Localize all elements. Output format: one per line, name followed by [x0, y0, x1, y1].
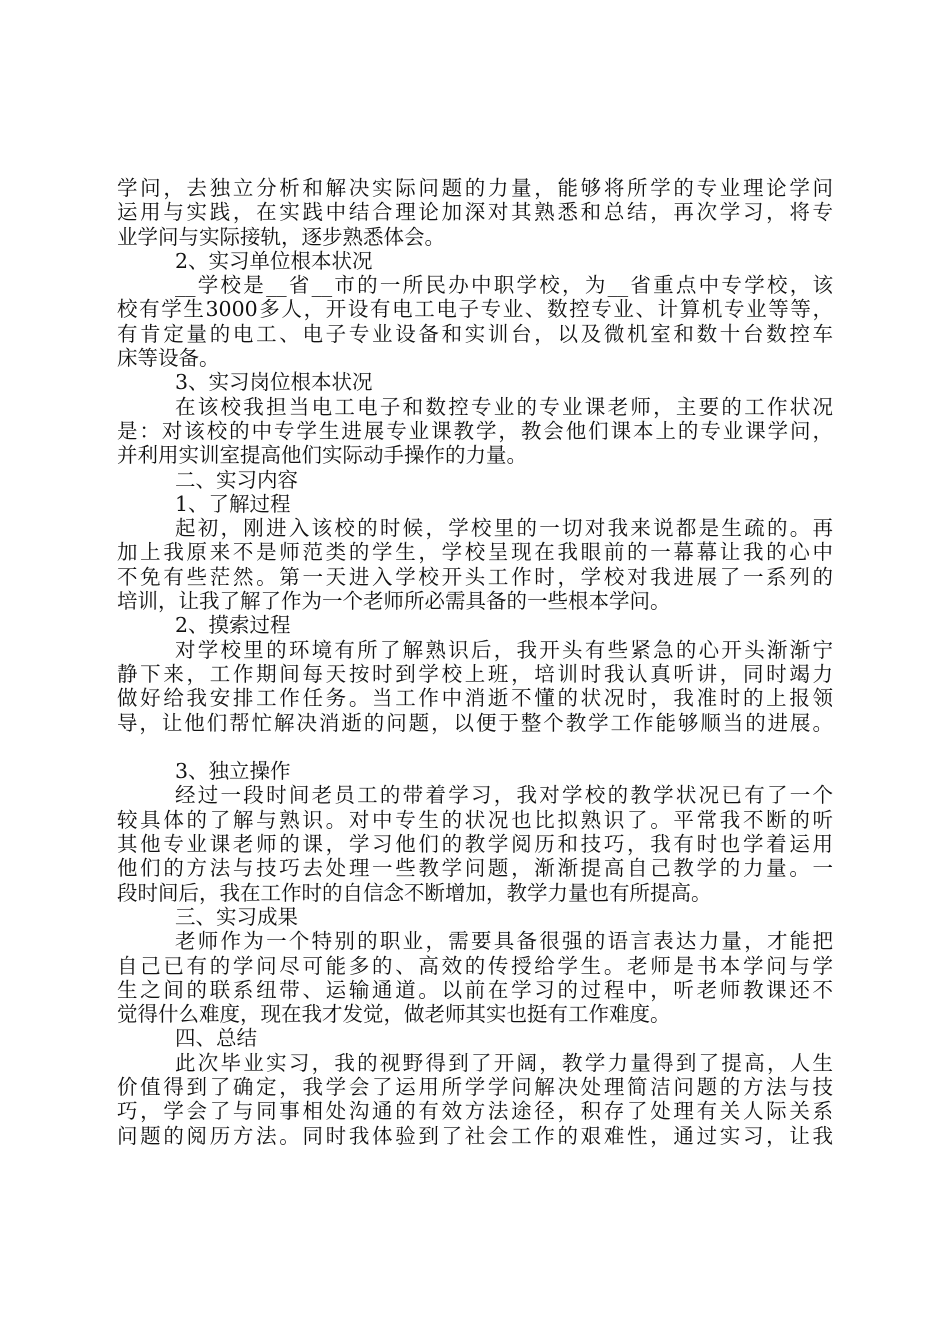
text-line: 静下来，工作期间每天按时到学校上班，培训时我认真听讲，同时竭力: [117, 661, 833, 686]
text-line: 导，让他们帮忙解决消逝的问题，以便于整个教学工作能够顺当的进展。: [117, 710, 833, 735]
text-line: 老师作为一个特别的职业，需要具备很强的语言表达力量，才能把: [175, 929, 833, 954]
text-line: 四、总结: [175, 1026, 257, 1051]
text-line: 学问，去独立分析和解决实际问题的力量，能够将所学的专业理论学问: [117, 176, 833, 200]
text-line: 巧，学会了与同事相处沟通的有效方法途径，积存了处理有关人际关系: [117, 1099, 833, 1124]
text-line: 1、了解过程: [175, 491, 291, 516]
blank-line: [117, 735, 833, 759]
text-line: 自己已有的学问尽可能多的、高效的传授给学生。老师是书本学问与学: [117, 953, 833, 978]
text-line: 2、实习单位根本状况: [175, 248, 373, 273]
text-line: 较具体的了解与熟识。对中专生的状况也比拟熟识了。平常我不断的听: [117, 807, 833, 832]
text-line: 觉得什么难度，现在我才发觉，做老师其实也挺有工作难度。: [117, 1002, 671, 1027]
text-line: 段时间后，我在工作时的自信念不断增加，教学力量也有所提高。: [117, 880, 712, 905]
text-line: 经过一段时间老员工的带着学习，我对学校的教学状况已有了一个: [175, 783, 833, 808]
text-line: 3、实习岗位根本状况: [175, 370, 373, 395]
text-line: 在该校我担当电工电子和数控专业的专业课老师，主要的工作状况: [175, 394, 833, 419]
text-line: 运用与实践，在实践中结合理论加深对其熟悉和总结，再次学习，将专: [117, 200, 833, 225]
document-body: [117, 176, 833, 1148]
text-line: 有肯定量的电工、电子专业设备和实训台，以及微机室和数十台数控车: [117, 321, 833, 346]
text-line: 3、独立操作: [175, 759, 291, 784]
text-line: 2、摸索过程: [175, 613, 291, 638]
text-line: 校有学生3000多人，开设有电工电子专业、数控专业、计算机专业等等，: [117, 297, 833, 322]
text-line: 他们的方法与技巧去处理一些教学问题，渐渐提高自己教学的力量。一: [117, 856, 833, 881]
text-line: 生之间的联系纽带、运输通道。以前在学习的过程中，听老师教课还不: [117, 977, 833, 1002]
text-line: 二、实习内容: [175, 467, 298, 492]
text-line: 对学校里的环境有所了解熟识后，我开头有些紧急的心开头渐渐宁: [175, 637, 833, 662]
text-line: 价值得到了确定，我学会了运用所学学问解决处理简洁问题的方法与技: [117, 1074, 833, 1099]
text-line: 床等设备。: [117, 346, 220, 371]
text-line: __学校是__省__市的一所民办中职学校，为__省重点中专学校，该: [175, 273, 833, 298]
text-line: 其他专业课老师的课，学习他们的教学阅历和技巧，我有时也学着运用: [117, 832, 833, 857]
text-line: 起初，刚进入该校的时候，学校里的一切对我来说都是生疏的。再: [175, 516, 833, 541]
text-line: 并利用实训室提高他们实际动手操作的力量。: [117, 443, 527, 468]
text-line: 问题的阅历方法。同时我体验到了社会工作的艰难性，通过实习，让我: [117, 1123, 833, 1148]
text-line: 业学问与实际接轨，逐步熟悉体会。: [117, 224, 445, 249]
text-line: 不免有些茫然。第一天进入学校开头工作时，学校对我进展了一系列的: [117, 564, 833, 589]
text-line: 三、实习成果: [175, 904, 298, 929]
text-line: 此次毕业实习，我的视野得到了开阔，教学力量得到了提高，人生: [175, 1050, 833, 1075]
text-line: 培训，让我了解了作为一个老师所必需具备的一些根本学问。: [117, 589, 671, 614]
text-line: 是：对该校的中专学生进展专业课教学，教会他们课本上的专业课学问，: [117, 418, 833, 443]
text-line: 做好给我安排工作任务。当工作中消逝不懂的状况时，我准时的上报领: [117, 686, 833, 711]
text-line: 加上我原来不是师范类的学生，学校呈现在我眼前的一幕幕让我的心中: [117, 540, 833, 565]
